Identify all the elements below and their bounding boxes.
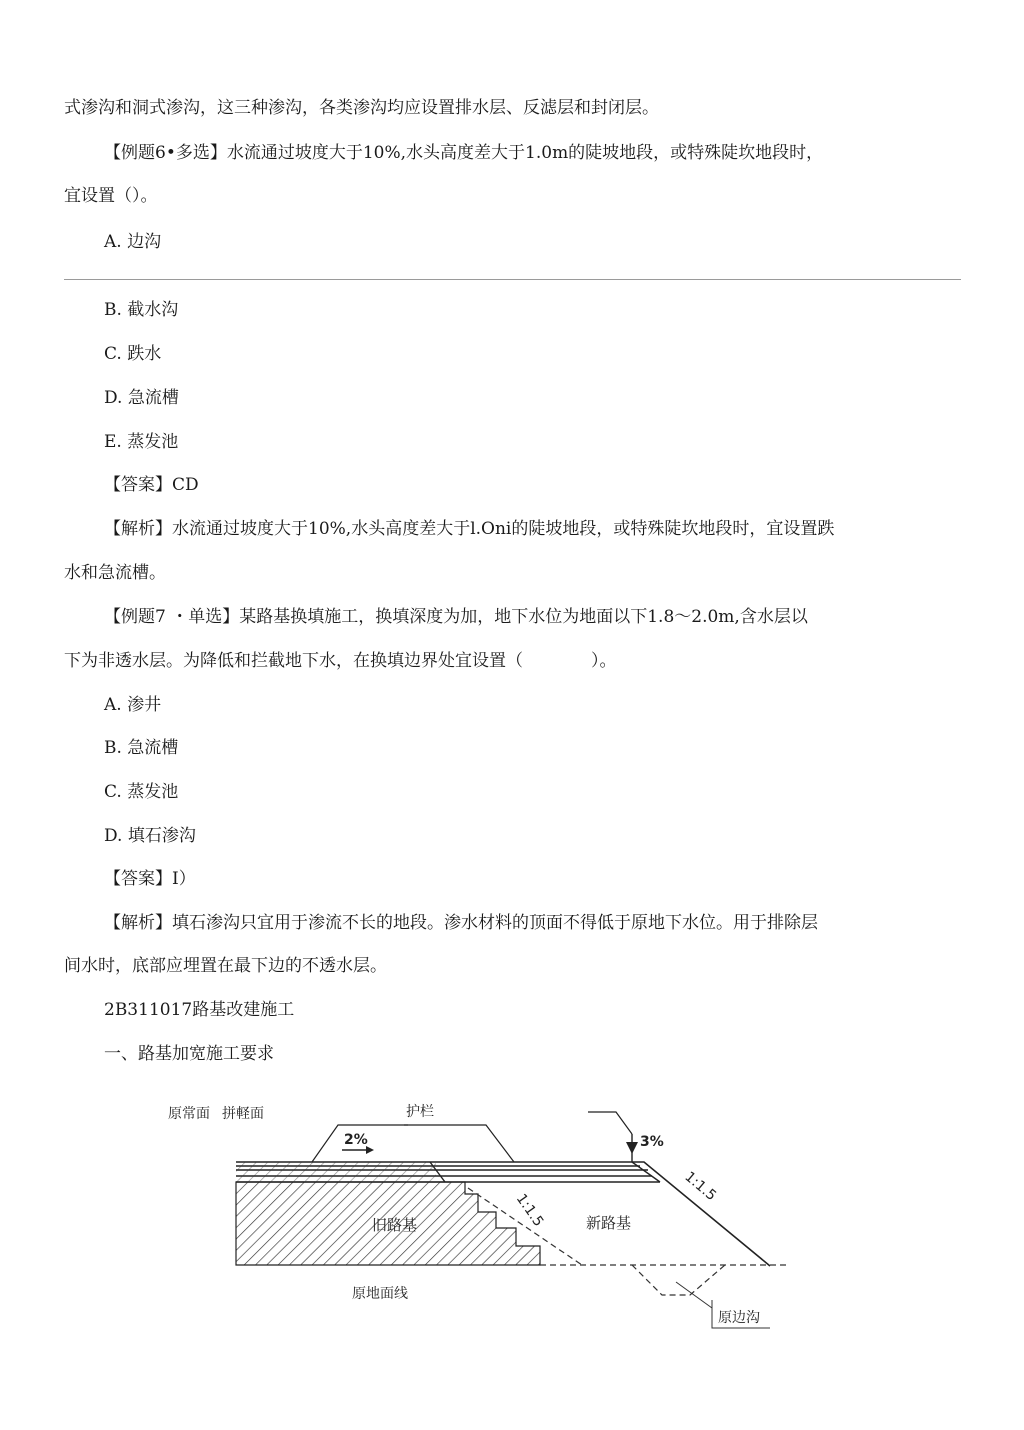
q6-option-d: D. 急流槽	[104, 388, 179, 408]
q7-option-c: C. 蒸发池	[104, 782, 179, 802]
pavement-layers	[236, 1162, 660, 1182]
label-original-surface: 原常面	[168, 1106, 210, 1122]
label-ground-line: 原地面线	[352, 1286, 408, 1302]
q6-option-a: A. 边沟	[104, 232, 162, 252]
slope-3-arrowhead	[626, 1142, 638, 1154]
label-joint-surface: 拼軽面	[222, 1106, 264, 1122]
q7-option-b: B. 急流槽	[104, 738, 179, 758]
q6-option-b: B. 截水沟	[104, 300, 179, 320]
question-7-stem: 【例题7 ・单选】某路基换填施工，换填深度为加，地下水位为地面以下1.8～2.0m,含水层以	[104, 607, 808, 627]
label-original-ditch: 原边沟	[718, 1310, 760, 1326]
original-ditch-outline	[632, 1265, 725, 1295]
label-slope-2: 2%	[344, 1132, 368, 1148]
q6-option-c: C. 跌水	[104, 344, 162, 364]
label-ratio-steps: 1:1.5	[512, 1191, 547, 1230]
guardrail-leader	[404, 1125, 514, 1162]
slope-3-marker	[588, 1112, 632, 1134]
subgrade-widening-diagram	[0, 1090, 1024, 1350]
label-guardrail: 护栏	[406, 1104, 434, 1120]
label-new-subgrade: 新路基	[586, 1214, 632, 1232]
label-ratio-right: 1:1.5	[681, 1168, 720, 1205]
section-subheading: 一、路基加宽施工要求	[104, 1044, 274, 1064]
q7-option-a: A. 渗井	[104, 695, 162, 715]
section-code-heading: 2B311017路基改建施工	[104, 1000, 295, 1020]
label-old-subgrade: 旧路基	[372, 1216, 418, 1234]
question-6-stem: 【例题6•多选】水流通过坡度大于10%,水头高度差大于1.0m的陡坡地段，或特殊陡坎地段时，	[104, 143, 824, 163]
q7-option-d: D. 填石渗沟	[104, 826, 196, 846]
q6-analysis-cont: 水和急流槽。	[64, 563, 166, 583]
q7-answer: 【答案】I）	[104, 869, 196, 889]
q7-analysis-cont: 间水时，底部应埋置在最下边的不透水层。	[64, 956, 387, 976]
q6-option-e: E. 蒸发池	[104, 432, 179, 452]
question-7-stem-cont: 下为非透水层。为降低和拦截地下水，在换填边界处宜设置（ ）。	[64, 651, 617, 671]
q7-analysis: 【解析】填石渗沟只宜用于渗流不长的地段。渗水材料的顶面不得低于原地下水位。用于排除层	[104, 913, 818, 933]
text-line-1: 式渗沟和洞式渗沟，这三种渗沟，各类渗沟均应设置排水层、反滤层和封闭层。	[64, 98, 659, 118]
divider-line	[64, 279, 961, 280]
q6-analysis: 【解析】水流通过坡度大于10%,水头高度差大于l.Oni的陡坡地段，或特殊陡坎地段时，宜设置跌	[104, 519, 835, 539]
question-6-stem-cont: 宜设置（）。	[64, 186, 158, 206]
q6-answer: 【答案】CD	[104, 475, 199, 495]
label-slope-3: 3%	[640, 1134, 664, 1150]
